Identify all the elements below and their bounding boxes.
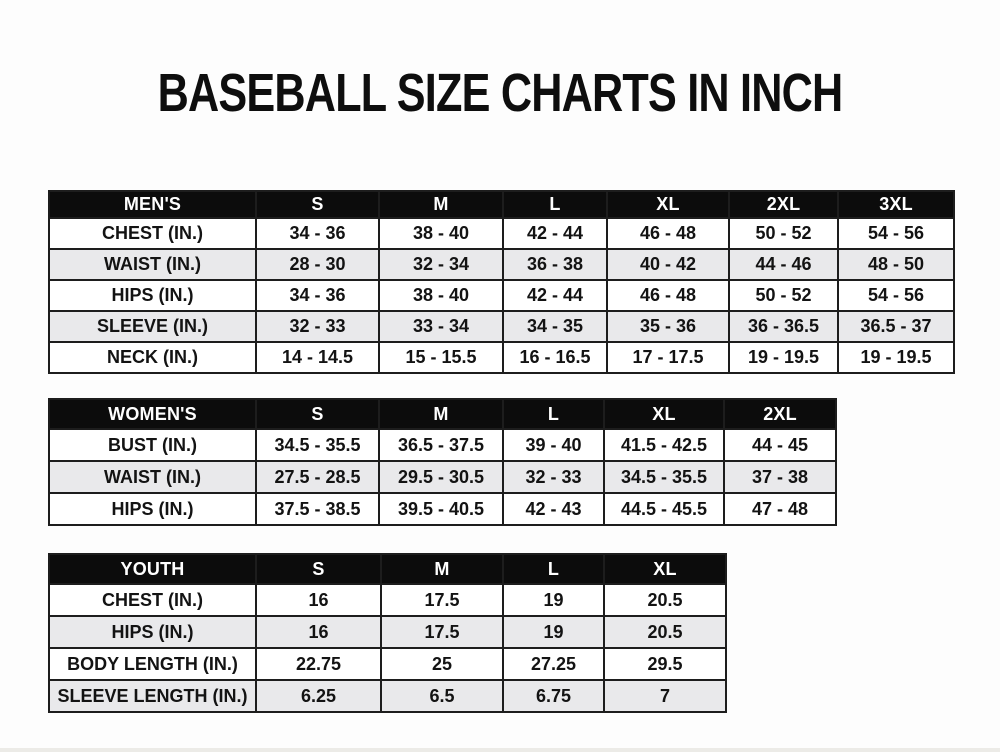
size-value-cell: 34.5 - 35.5: [604, 461, 724, 493]
size-value-cell: 19 - 19.5: [729, 342, 838, 373]
size-value-cell: 28 - 30: [256, 249, 379, 280]
mens-waist-row: [49, 249, 954, 280]
size-value-cell: 36 - 36.5: [729, 311, 838, 342]
size-value-cell: 25: [381, 648, 503, 680]
size-value-cell: 50 - 52: [729, 280, 838, 311]
size-value-cell: 38 - 40: [379, 280, 503, 311]
womens-size-table: [48, 398, 837, 526]
row-label: HIPS (IN.): [49, 616, 256, 648]
row-label: WAIST (IN.): [49, 249, 256, 280]
size-value-cell: 19: [503, 616, 604, 648]
size-value-cell: 42 - 44: [503, 280, 607, 311]
youth-header-row: [49, 554, 726, 584]
size-value-cell: 36 - 38: [503, 249, 607, 280]
womens-col-2xl: 2XL: [724, 399, 836, 429]
womens-col-m: M: [379, 399, 503, 429]
womens-table-title: WOMEN'S: [49, 399, 256, 429]
size-value-cell: 33 - 34: [379, 311, 503, 342]
size-value-cell: 39.5 - 40.5: [379, 493, 503, 525]
row-label: WAIST (IN.): [49, 461, 256, 493]
mens-size-table: [48, 190, 955, 374]
size-value-cell: 40 - 42: [607, 249, 729, 280]
row-label: SLEEVE LENGTH (IN.): [49, 680, 256, 712]
row-label: HIPS (IN.): [49, 493, 256, 525]
mens-col-l: L: [503, 191, 607, 218]
youth-size-table: [48, 553, 727, 713]
mens-header-row: [49, 191, 954, 218]
size-value-cell: 32 - 33: [256, 311, 379, 342]
mens-table-title: MEN'S: [49, 191, 256, 218]
size-value-cell: 35 - 36: [607, 311, 729, 342]
size-value-cell: 54 - 56: [838, 280, 954, 311]
womens-hips-row: [49, 493, 836, 525]
row-label: CHEST (IN.): [49, 218, 256, 249]
womens-header-row: [49, 399, 836, 429]
mens-col-s: S: [256, 191, 379, 218]
size-value-cell: 6.25: [256, 680, 381, 712]
size-value-cell: 27.25: [503, 648, 604, 680]
youth-body-length-row: [49, 648, 726, 680]
size-value-cell: 17.5: [381, 584, 503, 616]
size-value-cell: 29.5: [604, 648, 726, 680]
row-label: NECK (IN.): [49, 342, 256, 373]
size-value-cell: 46 - 48: [607, 280, 729, 311]
size-value-cell: 32 - 33: [503, 461, 604, 493]
size-value-cell: 29.5 - 30.5: [379, 461, 503, 493]
size-value-cell: 27.5 - 28.5: [256, 461, 379, 493]
size-value-cell: 54 - 56: [838, 218, 954, 249]
size-value-cell: 48 - 50: [838, 249, 954, 280]
size-value-cell: 42 - 43: [503, 493, 604, 525]
size-value-cell: 44 - 46: [729, 249, 838, 280]
size-value-cell: 47 - 48: [724, 493, 836, 525]
size-value-cell: 41.5 - 42.5: [604, 429, 724, 461]
youth-col-m: M: [381, 554, 503, 584]
size-value-cell: 37.5 - 38.5: [256, 493, 379, 525]
mens-col-2xl: 2XL: [729, 191, 838, 218]
size-value-cell: 34 - 36: [256, 218, 379, 249]
mens-col-m: M: [379, 191, 503, 218]
womens-col-xl: XL: [604, 399, 724, 429]
size-value-cell: 15 - 15.5: [379, 342, 503, 373]
womens-waist-row: [49, 461, 836, 493]
row-label: CHEST (IN.): [49, 584, 256, 616]
row-label: BUST (IN.): [49, 429, 256, 461]
size-value-cell: 19 - 19.5: [838, 342, 954, 373]
size-value-cell: 16: [256, 584, 381, 616]
mens-col-3xl: 3XL: [838, 191, 954, 218]
size-value-cell: 22.75: [256, 648, 381, 680]
size-value-cell: 6.75: [503, 680, 604, 712]
bottom-edge-artifact: [0, 748, 1000, 752]
youth-hips-row: [49, 616, 726, 648]
size-value-cell: 20.5: [604, 584, 726, 616]
size-value-cell: 14 - 14.5: [256, 342, 379, 373]
size-value-cell: 32 - 34: [379, 249, 503, 280]
size-value-cell: 19: [503, 584, 604, 616]
row-label: SLEEVE (IN.): [49, 311, 256, 342]
size-value-cell: 16 - 16.5: [503, 342, 607, 373]
size-value-cell: 50 - 52: [729, 218, 838, 249]
womens-col-s: S: [256, 399, 379, 429]
size-value-cell: 44.5 - 45.5: [604, 493, 724, 525]
youth-col-l: L: [503, 554, 604, 584]
youth-sleeve-length-row: [49, 680, 726, 712]
size-value-cell: 17 - 17.5: [607, 342, 729, 373]
size-value-cell: 36.5 - 37: [838, 311, 954, 342]
youth-col-s: S: [256, 554, 381, 584]
mens-hips-row: [49, 280, 954, 311]
size-value-cell: 36.5 - 37.5: [379, 429, 503, 461]
mens-chest-row: [49, 218, 954, 249]
size-value-cell: 46 - 48: [607, 218, 729, 249]
size-value-cell: 37 - 38: [724, 461, 836, 493]
size-value-cell: 20.5: [604, 616, 726, 648]
row-label: BODY LENGTH (IN.): [49, 648, 256, 680]
row-label: HIPS (IN.): [49, 280, 256, 311]
youth-chest-row: [49, 584, 726, 616]
size-value-cell: 17.5: [381, 616, 503, 648]
mens-col-xl: XL: [607, 191, 729, 218]
mens-sleeve-row: [49, 311, 954, 342]
size-value-cell: 34.5 - 35.5: [256, 429, 379, 461]
womens-bust-row: [49, 429, 836, 461]
size-value-cell: 34 - 36: [256, 280, 379, 311]
youth-col-xl: XL: [604, 554, 726, 584]
size-value-cell: 7: [604, 680, 726, 712]
size-value-cell: 44 - 45: [724, 429, 836, 461]
size-value-cell: 42 - 44: [503, 218, 607, 249]
page-title: BASEBALL SIZE CHARTS IN INCH: [157, 63, 843, 123]
size-value-cell: 38 - 40: [379, 218, 503, 249]
size-value-cell: 6.5: [381, 680, 503, 712]
womens-col-l: L: [503, 399, 604, 429]
youth-table-title: YOUTH: [49, 554, 256, 584]
size-value-cell: 34 - 35: [503, 311, 607, 342]
size-value-cell: 16: [256, 616, 381, 648]
mens-neck-row: [49, 342, 954, 373]
size-value-cell: 39 - 40: [503, 429, 604, 461]
